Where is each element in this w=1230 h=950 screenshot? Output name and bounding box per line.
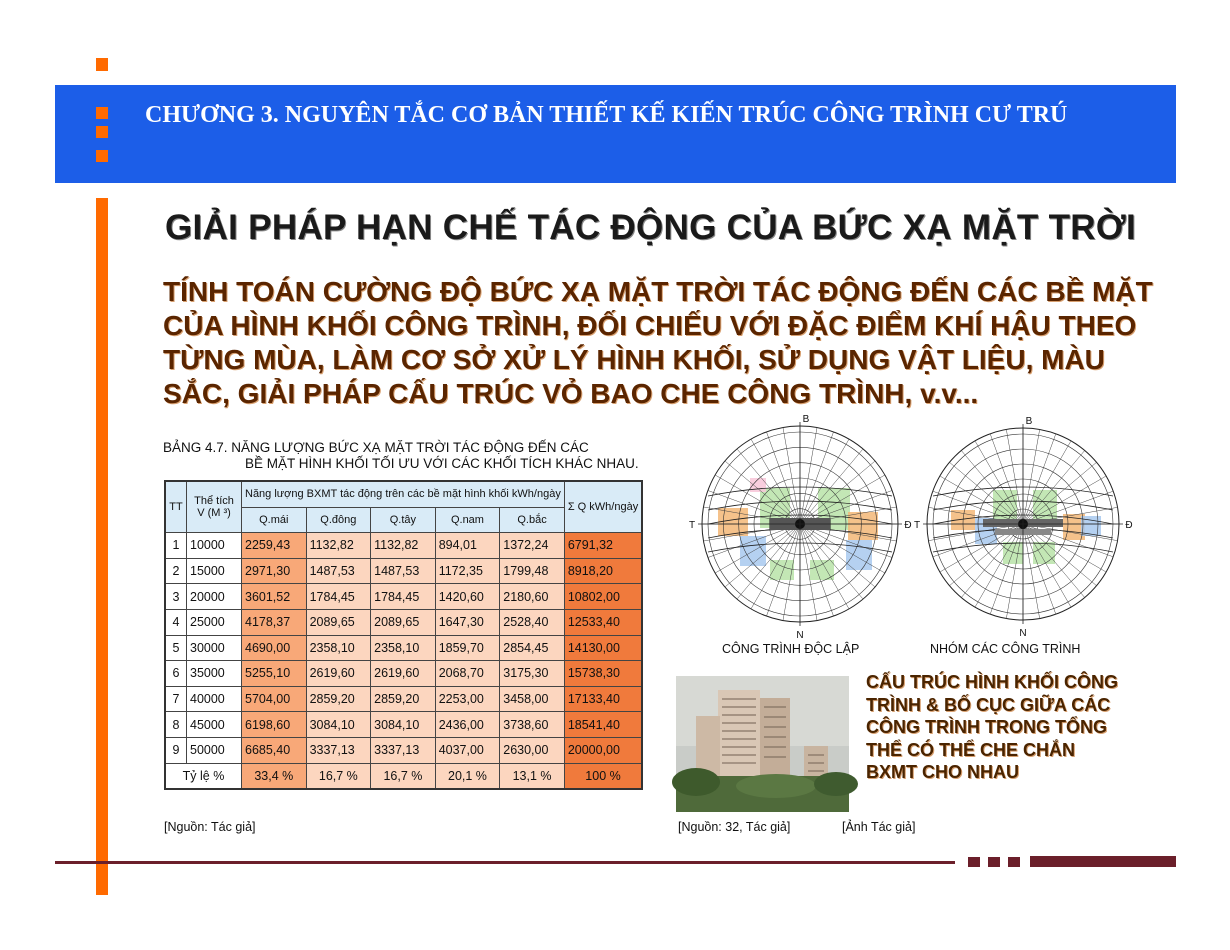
table-cell: 2253,00 (435, 686, 500, 712)
table-cell: 1647,30 (435, 609, 500, 635)
table-cell: 1132,82 (371, 533, 436, 559)
table-cell: 2089,65 (371, 609, 436, 635)
table-cell: 3337,13 (371, 737, 436, 763)
table-cell: 3458,00 (500, 686, 565, 712)
table-cell: 3175,30 (500, 661, 565, 687)
diagram-label-single: CÔNG TRÌNH ĐỘC LẬP (722, 642, 860, 656)
photo-source: [Ảnh Tác giả] (842, 820, 916, 834)
compass-label: Đ (904, 520, 912, 531)
table-cell: 2089,65 (306, 609, 371, 635)
table-cell: 4178,37 (242, 609, 307, 635)
table-cell: 1172,35 (435, 558, 500, 584)
table-caption (163, 440, 639, 472)
table-cell: 2859,20 (306, 686, 371, 712)
compass-label: B (802, 414, 810, 425)
table-cell: 5704,00 (242, 686, 307, 712)
table-row (165, 584, 642, 610)
table-cell: 2436,00 (435, 712, 500, 738)
table-caption-line2: BỀ MẶT HÌNH KHỐI TỐI ƯU VỚI CÁC KHỐI TÍCH KHÁC NHAU. (245, 456, 639, 471)
table-cell: 9 (165, 737, 187, 763)
header-q-tay: Q.tây (371, 507, 436, 533)
table-cell: 894,01 (435, 533, 500, 559)
table-cell: 15000 (187, 558, 242, 584)
table-cell: 25000 (187, 609, 242, 635)
table-ratio-cell: 100 % (564, 763, 642, 789)
table-row (165, 686, 642, 712)
diagram-source: [Nguồn: 32, Tác giả] (678, 820, 791, 834)
footer-line (55, 861, 955, 864)
deco-square-2 (96, 126, 108, 138)
table-cell: 1420,60 (435, 584, 500, 610)
table-row (165, 661, 642, 687)
footer-square-3 (1008, 857, 1020, 867)
table-cell: 4690,00 (242, 635, 307, 661)
table-cell: 3738,60 (500, 712, 565, 738)
header-q-mai: Q.mái (242, 507, 307, 533)
table-cell: 2068,70 (435, 661, 500, 687)
table-cell: 1 (165, 533, 187, 559)
table-ratio-cell: 16,7 % (371, 763, 436, 789)
chapter-title: CHƯƠNG 3. NGUYÊN TẮC CƠ BẢN THIẾT KẾ KIẾN TRÚC CÔNG TRÌNH CƯ TRÚ (145, 102, 1068, 128)
table-cell: 6198,60 (242, 712, 307, 738)
table-caption-line1: BẢNG 4.7. NĂNG LƯỢNG BỨC XẠ MẶT TRỜI TÁC ĐỘNG ĐẾN CÁC (163, 440, 589, 455)
table-cell: 8918,20 (564, 558, 642, 584)
table-cell: 20000,00 (564, 737, 642, 763)
compass-label: T (688, 520, 696, 531)
table-cell: 45000 (187, 712, 242, 738)
header-energy-group: Năng lượng BXMT tác động trên các bề mặt hình khối kWh/ngày (242, 481, 565, 507)
table-cell: 3337,13 (306, 737, 371, 763)
compass-label: T (913, 520, 921, 531)
table-ratio-row (165, 763, 642, 789)
table-cell: 7 (165, 686, 187, 712)
table-cell: 1487,53 (371, 558, 436, 584)
table-cell: 2859,20 (371, 686, 436, 712)
header-tt: TT (165, 481, 187, 533)
energy-table (164, 480, 643, 790)
table-cell: 3601,52 (242, 584, 307, 610)
table-row (165, 737, 642, 763)
table-cell: 2619,60 (371, 661, 436, 687)
header-q-dong: Q.đông (306, 507, 371, 533)
compass-label: B (1025, 416, 1033, 427)
table-cell: 2971,30 (242, 558, 307, 584)
table-source: [Nguồn: Tác giả] (164, 820, 256, 834)
table-cell: 5 (165, 635, 187, 661)
header-sum: Σ Q kWh/ngày (564, 481, 642, 533)
table-cell: 2854,45 (500, 635, 565, 661)
table-cell: 12533,40 (564, 609, 642, 635)
table-cell: 20000 (187, 584, 242, 610)
table-cell: 6 (165, 661, 187, 687)
table-cell: 35000 (187, 661, 242, 687)
diagram-label-group: NHÓM CÁC CÔNG TRÌNH (930, 642, 1081, 656)
structure-caption: CẤU TRÚC HÌNH KHỐI CÔNG TRÌNH & BỐ CỤC GIỮA CÁC CÔNG TRÌNH TRONG TỔNG THỂ CÓ THỂ CHE CHẮN BXMT CHO NHAU (866, 672, 1118, 782)
table-cell: 5255,10 (242, 661, 307, 687)
table-cell: 2259,43 (242, 533, 307, 559)
table-cell: 1784,45 (371, 584, 436, 610)
deco-square-1 (96, 107, 108, 119)
compass-label: Đ (1125, 520, 1133, 531)
table-cell: 14130,00 (564, 635, 642, 661)
table-ratio-cell: 20,1 % (435, 763, 500, 789)
table-cell: 3 (165, 584, 187, 610)
table-ratio-cell: Tỷ lệ % (165, 763, 242, 789)
table-cell: 1372,24 (500, 533, 565, 559)
header-volume: Thể tích V (M ³) (187, 481, 242, 533)
table-cell: 2358,10 (306, 635, 371, 661)
table-ratio-cell: 13,1 % (500, 763, 565, 789)
chapter-header-band (55, 85, 1176, 183)
header-q-bac: Q.bắc (500, 507, 565, 533)
footer-bar (1030, 856, 1176, 867)
table-cell: 30000 (187, 635, 242, 661)
footer-square-1 (968, 857, 980, 867)
table-cell: 6791,32 (564, 533, 642, 559)
building-photo (676, 676, 849, 812)
table-cell: 17133,40 (564, 686, 642, 712)
table-cell: 2528,40 (500, 609, 565, 635)
table-cell: 1132,82 (306, 533, 371, 559)
subtitle: TÍNH TOÁN CƯỜNG ĐỘ BỨC XẠ MẶT TRỜI TÁC ĐỘNG ĐẾN CÁC BỀ MẶT CỦA HÌNH KHỐI CÔNG TRÌNH, ĐỐI CHIẾU VỚI ĐẶC ĐIỂM KHÍ HẬU THEO TỪNG MÙA, LÀM CƠ SỞ XỬ LÝ HÌNH KHỐI, SỬ DỤNG VẬT LIỆU, MÀU SẮC, GIẢI PHÁP CẤU TRÚC VỎ BAO CHE CÔNG TRÌNH, v.v... (163, 276, 1153, 409)
table-cell: 10802,00 (564, 584, 642, 610)
table-cell: 3084,10 (306, 712, 371, 738)
deco-square-top (96, 58, 108, 71)
table-cell: 1799,48 (500, 558, 565, 584)
table-ratio-cell: 33,4 % (242, 763, 307, 789)
table-cell: 50000 (187, 737, 242, 763)
table-cell: 40000 (187, 686, 242, 712)
footer-square-2 (988, 857, 1000, 867)
table-cell: 2358,10 (371, 635, 436, 661)
table-row (165, 635, 642, 661)
table-cell: 10000 (187, 533, 242, 559)
header-q-nam: Q.nam (435, 507, 500, 533)
table-cell: 1487,53 (306, 558, 371, 584)
sunpath-diagram-group (915, 412, 1140, 640)
sunpath-diagram-single (680, 412, 920, 640)
table-cell: 2630,00 (500, 737, 565, 763)
table-row (165, 558, 642, 584)
table-row (165, 609, 642, 635)
table-row (165, 712, 642, 738)
table-cell: 1859,70 (435, 635, 500, 661)
compass-label: N (1019, 628, 1027, 639)
table-cell: 4 (165, 609, 187, 635)
table-cell: 2180,60 (500, 584, 565, 610)
table-row (165, 533, 642, 559)
table-ratio-cell: 16,7 % (306, 763, 371, 789)
table-cell: 1784,45 (306, 584, 371, 610)
main-title: GIẢI PHÁP HẠN CHẾ TÁC ĐỘNG CỦA BỨC XẠ MẶT TRỜI (165, 208, 1137, 247)
table-cell: 3084,10 (371, 712, 436, 738)
table-cell: 8 (165, 712, 187, 738)
table-cell: 2619,60 (306, 661, 371, 687)
table-cell: 15738,30 (564, 661, 642, 687)
compass-label: N (796, 630, 804, 641)
deco-square-3 (96, 150, 108, 162)
table-cell: 2 (165, 558, 187, 584)
table-cell: 6685,40 (242, 737, 307, 763)
left-accent-bar (96, 198, 108, 895)
table-cell: 4037,00 (435, 737, 500, 763)
table-cell: 18541,40 (564, 712, 642, 738)
